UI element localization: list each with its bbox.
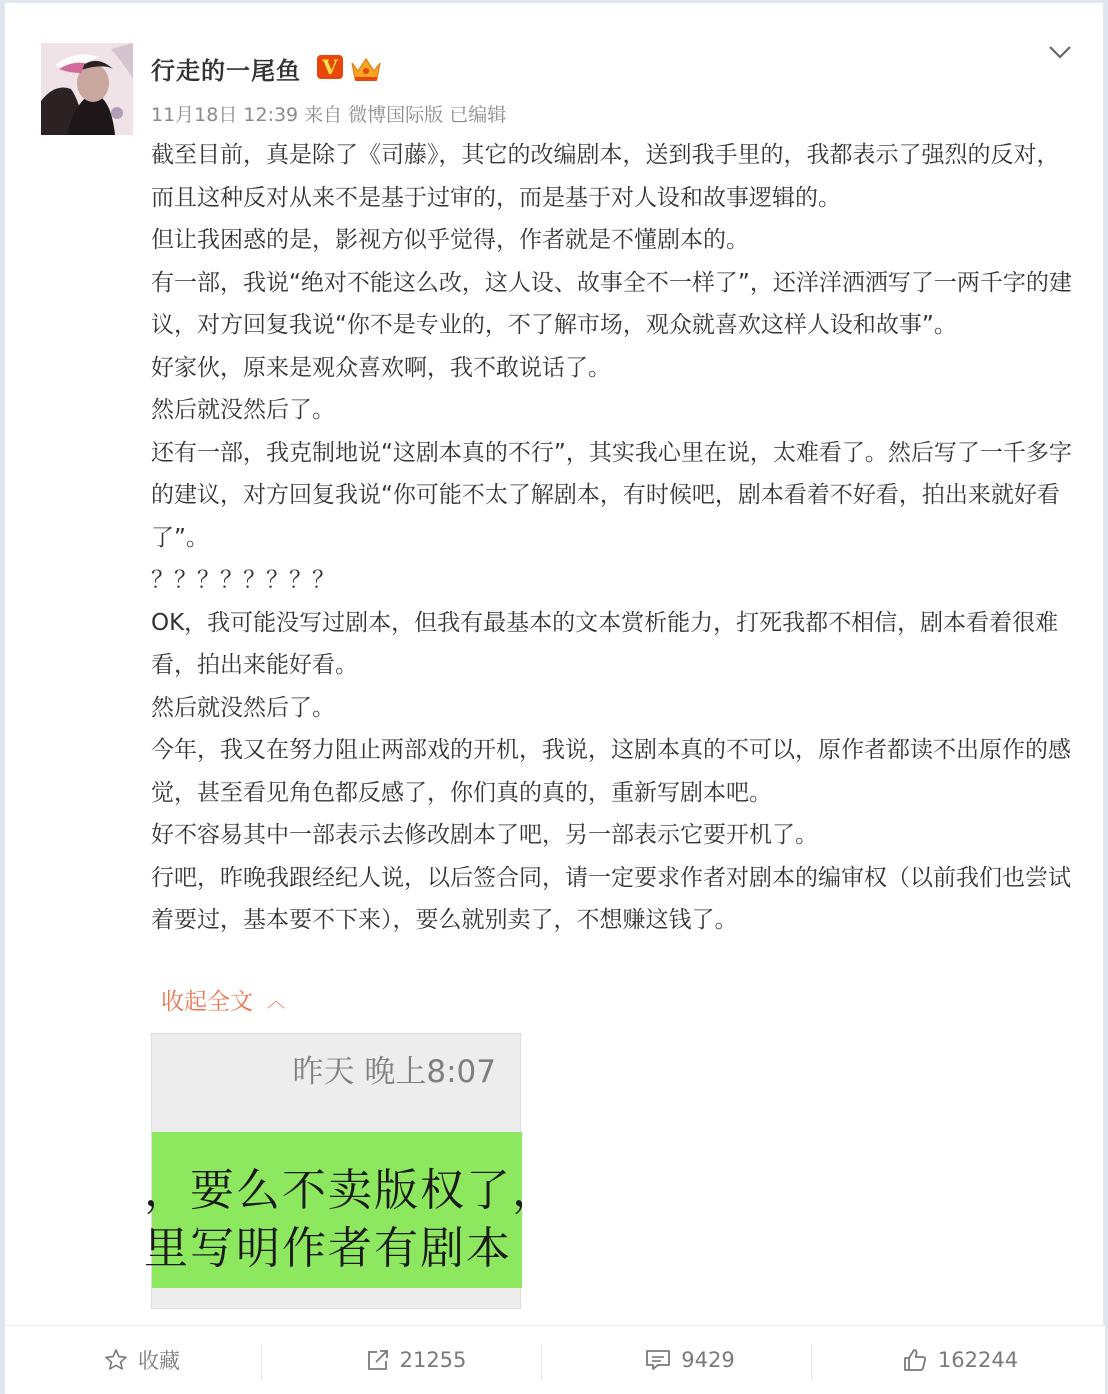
post-paragraph: 截至目前，真是除了《司藤》，其它的改编剧本，送到我手里的，我都表示了强烈的反对，而且这种反对从来不是基于过审的，而是基于对人设和故事逻辑的。 (151, 142, 1060, 211)
thumbnail-time: 昨天 晚上8:07 (292, 1054, 496, 1090)
favorite-label: 收藏 (138, 1349, 180, 1373)
repost-button[interactable] (279, 1326, 553, 1394)
thumbs-up-icon (902, 1347, 928, 1373)
favorite-button[interactable] (5, 1326, 279, 1394)
chat-bubble (144, 1132, 558, 1288)
username[interactable]: 行走的一尾鱼 (151, 57, 301, 85)
action-bar (5, 1325, 1105, 1394)
collapse-text-link[interactable] (161, 983, 285, 1016)
post-paragraph: 但让我困惑的是，影视方似乎觉得，作者就是不懂剧本的。 (151, 227, 749, 253)
share-icon (366, 1348, 390, 1372)
post-text (151, 134, 1079, 942)
comment-button[interactable] (553, 1326, 827, 1394)
post-paragraph: 今年，我又在努力阻止两部戏的开机，我说，这剧本真的不可以，原作者都读不出原作的感觉，甚至看见角色都反感了，你们真的真的，重新写剧本吧。 (151, 737, 1071, 806)
post-time[interactable]: 11月18日 12:39 (151, 104, 299, 126)
comment-count: 9429 (681, 1348, 735, 1372)
chat-text-line: 里写明作者有剧本 (144, 1223, 512, 1274)
post-paragraph: 好不容易其中一部表示去修改剧本了吧，另一部表示它要开机了。 (151, 822, 818, 848)
post-source[interactable]: 微博国际版 (348, 104, 444, 126)
star-icon (104, 1348, 128, 1372)
like-count: 162244 (937, 1348, 1019, 1372)
post-paragraph: 有一部，我说“绝对不能这么改，这人设、故事全不一样了”，还洋洋洒洒写了一两千字的建议，对方回复我说“你不是专业的，不了解市场，观众就喜欢这样人设和故事”。 (151, 269, 1072, 338)
repost-count: 21255 (399, 1348, 467, 1372)
post-paragraph: 还有一部，我克制地说“这剧本真的不行”，其实我心里在说，太难看了。然后写了一千多字的建议，对方回复我说“你可能不太了解剧本，有时候吧，剧本看着不好看，拍出来就好看了”。 (151, 439, 1072, 551)
chevron-down-icon[interactable] (1045, 41, 1075, 65)
divider (811, 1344, 812, 1380)
divider (541, 1344, 542, 1380)
comment-icon (645, 1348, 671, 1372)
post-paragraph: 然后就没然后了。 (151, 397, 335, 423)
divider (261, 1344, 262, 1380)
collapse-label: 收起全文 (161, 989, 253, 1015)
post-paragraph: 然后就没然后了。 (151, 694, 335, 721)
like-button[interactable] (823, 1326, 1097, 1394)
chat-text-line: ，要么不卖版权了， (144, 1165, 558, 1216)
post-paragraph: ？？？？？？？？ (151, 567, 335, 593)
image-thumbnail[interactable] (144, 1033, 558, 1309)
avatar[interactable] (41, 43, 133, 135)
verified-badge: V (317, 55, 343, 79)
post-paragraph: 行吧，昨晚我跟经纪人说，以后签合同，请一定要求作者对剧本的编审权（以前我们也尝试着要过，基本要不下来），要么就别卖了，不想赚这钱了。 (151, 864, 1071, 933)
post-meta (151, 100, 512, 127)
weibo-post-card (4, 2, 1104, 1392)
post-paragraph: 好家伙，原来是观众喜欢啊，我不敢说话了。 (151, 354, 611, 381)
crown-icon (349, 53, 383, 83)
post-paragraph: OK，我可能没写过剧本，但我有最基本的文本赏析能力，打死我都不相信，剧本看着很难看，拍出来能好看。 (151, 609, 1059, 678)
source-prefix: 来自 (304, 104, 343, 126)
chevron-up-icon: ︿ (267, 991, 285, 1012)
edited-label: 已编辑 (449, 104, 507, 126)
